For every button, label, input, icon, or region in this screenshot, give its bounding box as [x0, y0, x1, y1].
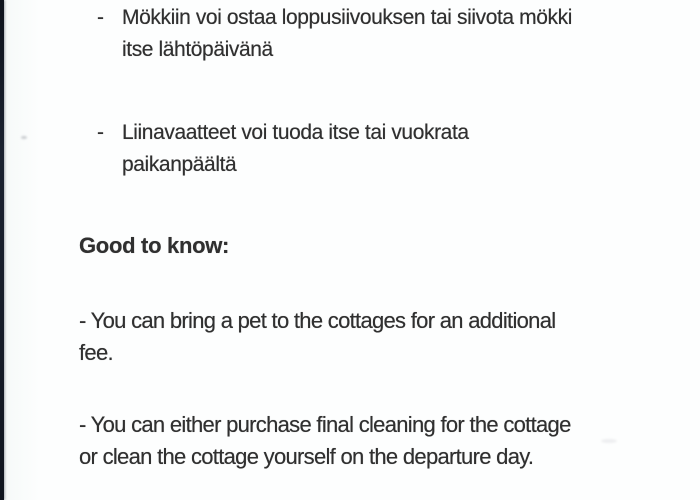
scan-speck	[21, 136, 27, 139]
finnish-bullet-item	[97, 117, 469, 181]
paragraph-line: - You can bring a pet to the cottages for an additional	[79, 308, 556, 333]
bullet-line: paikanpäältä	[122, 153, 237, 176]
bullet-line: Mökkiin voi ostaa loppusiivouksen tai siivota mökki	[122, 6, 572, 29]
bullet-line: itse lähtöpäivänä	[122, 38, 273, 61]
english-paragraph	[79, 305, 555, 369]
paragraph-line: or clean the cottage yourself on the departure day.	[79, 444, 534, 469]
bullet-text	[122, 2, 572, 66]
english-paragraph	[79, 409, 571, 473]
bullet-dash: -	[97, 6, 104, 29]
bullet-text	[122, 117, 469, 181]
paragraph-line: - You can either purchase final cleaning for the cottage	[79, 412, 571, 437]
bullet-line: Liinavaatteet voi tuoda itse tai vuokrata	[122, 121, 469, 144]
finnish-bullet-item	[97, 2, 572, 66]
bullet-dash: -	[97, 121, 104, 144]
section-heading: Good to know:	[79, 233, 230, 258]
scan-speck	[601, 439, 617, 443]
paragraph-line: fee.	[79, 340, 113, 365]
scan-left-edge-artifact	[0, 0, 4, 500]
